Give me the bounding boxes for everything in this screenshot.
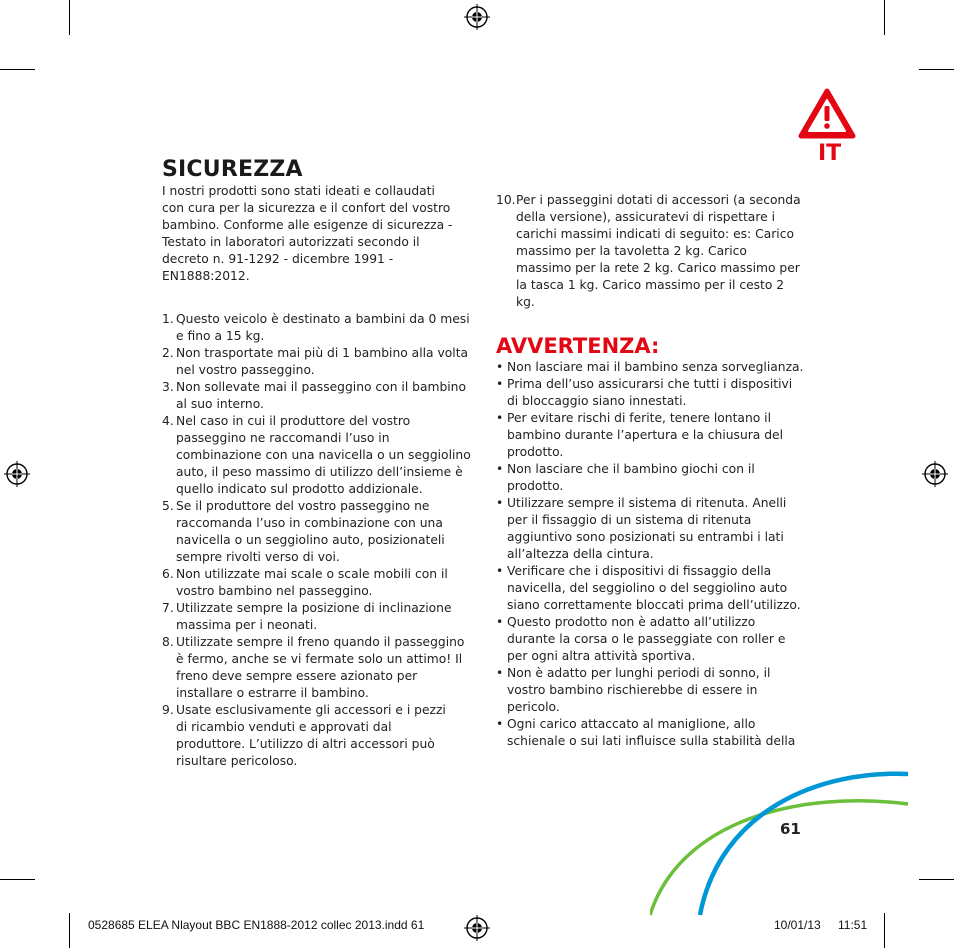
- right-column: [496, 192, 806, 750]
- list-item: 9. Usate esclusivamente gli accessori e i pezzi di ricambio venduti e approvati dal produttore. L’utilizzo di altri accessori può risultare pericoloso.: [162, 703, 446, 768]
- list-item: • Ogni carico attaccato al maniglione, allo schienale o sui lati influisce sulla stabilità della: [496, 717, 796, 748]
- list-item: • Non lasciare mai il bambino senza sorveglianza.: [496, 360, 804, 374]
- registration-mark-icon: [464, 4, 490, 30]
- page-number: 61: [780, 820, 801, 838]
- footer-time: 11:51: [838, 918, 868, 932]
- decorative-arcs: [650, 760, 954, 920]
- footer-date: 10/01/13: [774, 918, 821, 932]
- list-item: • Per evitare rischi di ferite, tenere lontano il bambino durante l’apertura e la chiusura del prodotto.: [496, 411, 784, 459]
- crop-mark: [69, 0, 70, 35]
- warning-list: [496, 359, 806, 750]
- list-item: • Verificare che i dispositivi di fissaggio della navicella, del seggiolino o del seggiolino auto siano correttamente bloccati prima dell’utilizzo.: [496, 564, 801, 612]
- list-item: 7. Utilizzate sempre la posizione di inclinazione massima per i neonati.: [162, 601, 452, 632]
- list-item: 5. Se il produttore del vostro passeggino ne raccomanda l’uso in combinazione con una navicella o un seggiolino auto, posizionateli sempre rivolti verso di voi.: [162, 499, 445, 564]
- list-item: • Non è adatto per lunghi periodi di sonno, il vostro bambino rischierebbe di essere in pericolo.: [496, 666, 771, 714]
- list-item: • Non lasciare che il bambino giochi con il prodotto.: [496, 462, 755, 493]
- footer-filename: 0528685 ELEA Nlayout BBC EN1888-2012 collec 2013.indd 61: [88, 918, 425, 932]
- crop-mark: [0, 69, 35, 70]
- list-item: • Prima dell’uso assicurarsi che tutti i dispositivi di bloccaggio siano innestati.: [496, 377, 793, 408]
- list-item: 1. Questo veicolo è destinato a bambini da 0 mesi e fino a 15 kg.: [162, 312, 470, 343]
- crop-mark: [919, 69, 954, 70]
- registration-mark-icon: [464, 915, 490, 941]
- safety-list: [162, 311, 472, 770]
- registration-mark-icon: [4, 461, 30, 487]
- crop-mark: [884, 0, 885, 35]
- list-item: • Utilizzare sempre il sistema di ritenuta. Anelli per il fissaggio di un sistema di ritenuta aggiuntivo sono posizionati su entrambi i lati all’altezza della cintura.: [496, 496, 787, 561]
- crop-mark: [69, 913, 70, 948]
- list-item: 8. Utilizzate sempre il freno quando il passeggino è fermo, anche se vi fermate solo un attimo! Il freno deve sempre essere azionato per installare o estrarre il bambino.: [162, 635, 465, 700]
- list-item: 4. Nel caso in cui il produttore del vostro passeggino ne raccomandi l’uso in combinazione con una navicella o un seggiolino auto, il peso massimo di utilizzo dell’insieme è quello indicato sul prodotto addizionale.: [162, 414, 471, 496]
- list-item: 6. Non utilizzate mai scale o scale mobili con il vostro bambino nel passeggino.: [162, 567, 448, 598]
- intro-paragraph: I nostri prodotti sono stati ideati e collaudati con cura per la sicurezza e il confort del vostro bambino. Conforme alle esigenze di sicurezza - Testato in laboratori autorizzati secondo il decreto n. 91-1292 - dicembre 1991 - EN1888:2012.: [162, 184, 453, 283]
- section-title-sicurezza: SICUREZZA: [162, 157, 303, 182]
- list-item: 10. Per i passeggini dotati di accessori (a seconda della versione), assicuratevi di rispettare i carichi massimi indicati di seguito: es: Carico massimo per la tavoletta 2 kg. Carico massimo per la rete 2 kg. Carico massimo per la tasca 1 kg. Carico massimo per il cesto 2 kg.: [496, 193, 801, 309]
- section-title-avvertenza: AVVERTENZA:: [496, 334, 660, 358]
- warning-triangle-icon: [798, 88, 856, 140]
- registration-mark-icon: [922, 461, 948, 487]
- list-item: • Questo prodotto non è adatto all’utilizzo durante la corsa o le passeggiate con roller e per ogni altra attività sportiva.: [496, 615, 786, 663]
- left-column: [162, 157, 472, 770]
- list-item: 2. Non trasportate mai più di 1 bambino alla volta nel vostro passeggino.: [162, 346, 469, 377]
- list-item: 3. Non sollevate mai il passeggino con il bambino al suo interno.: [162, 380, 467, 411]
- language-badge: IT: [818, 141, 842, 166]
- crop-mark: [0, 879, 35, 880]
